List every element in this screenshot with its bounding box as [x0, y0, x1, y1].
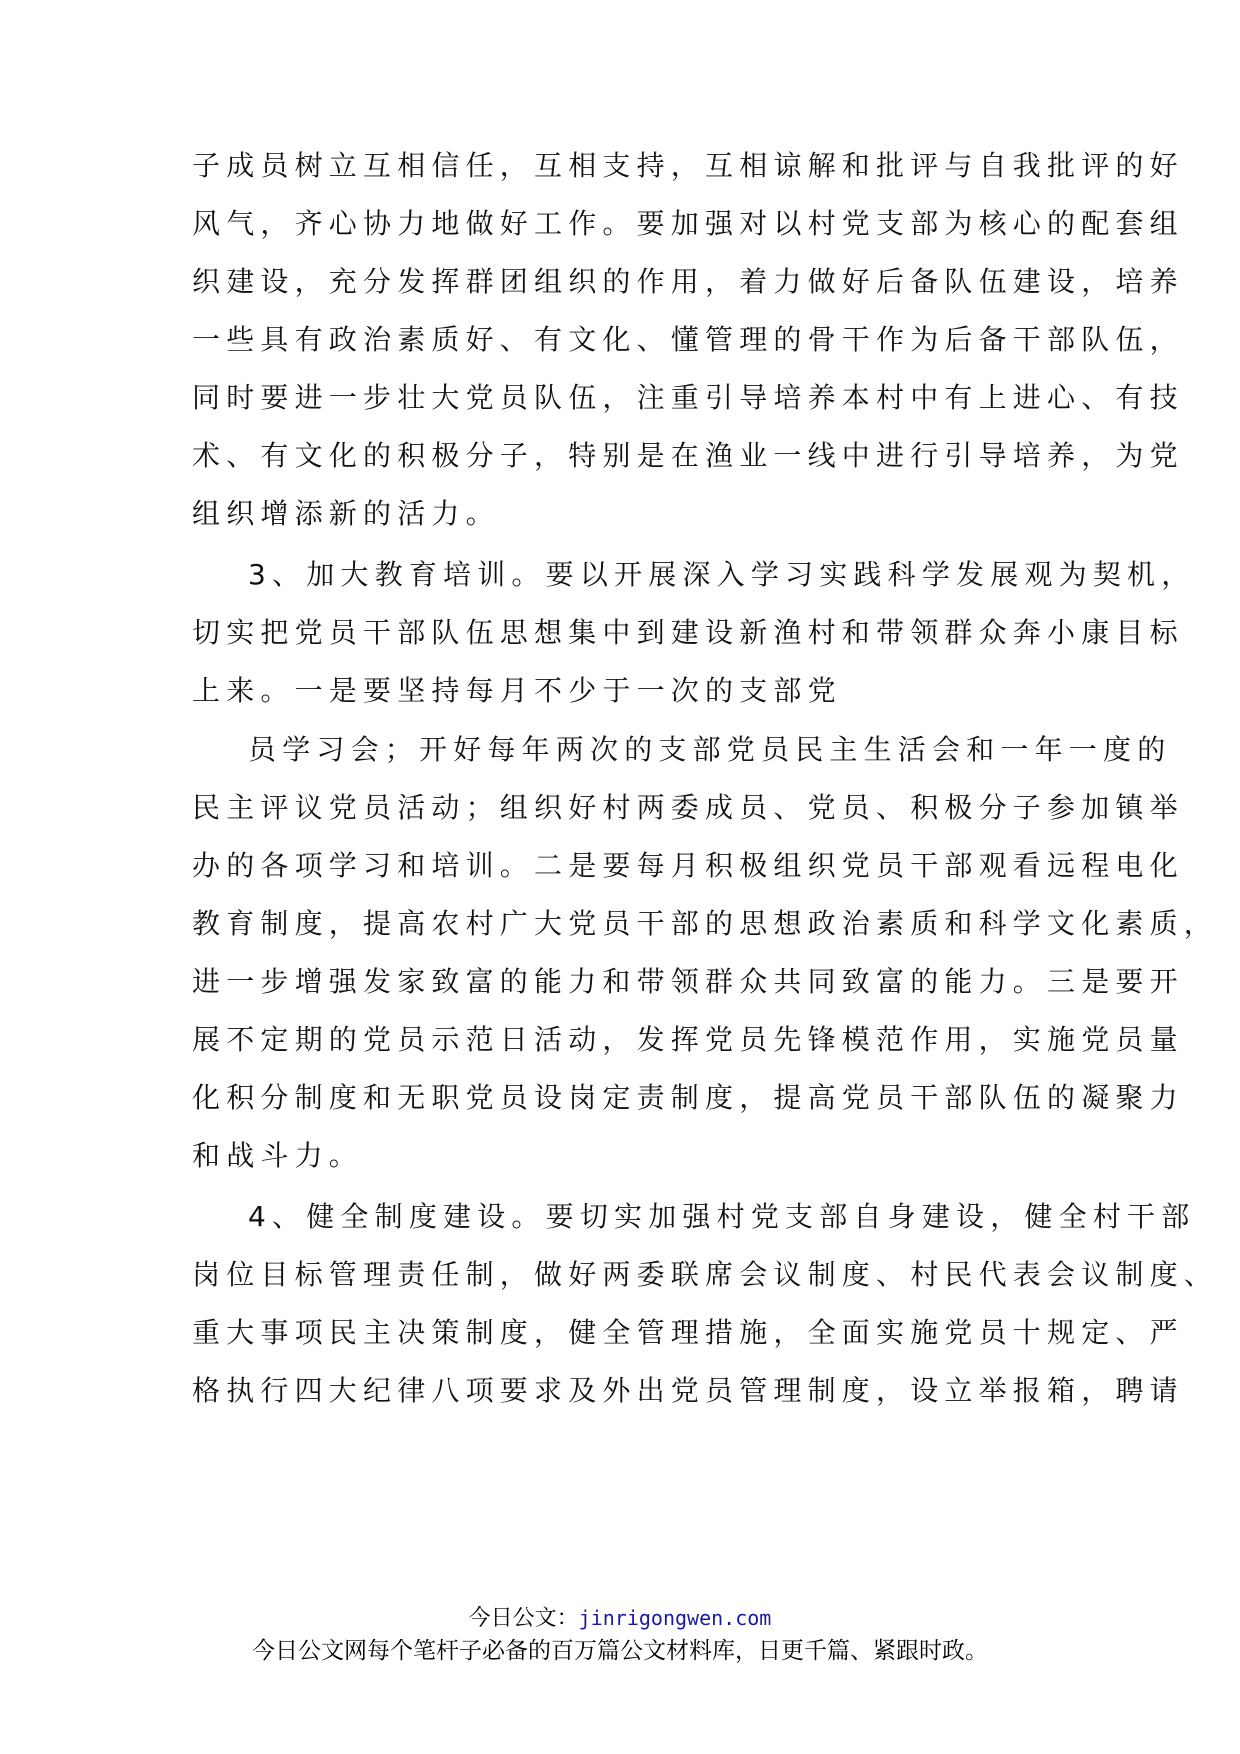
body-line-17: 化积分制度和无职党员设岗定责制度，提高党员干部队伍的凝聚力: [192, 1081, 1184, 1114]
body-line-13: 办的各项学习和培训。二是要每月积极组织党员干部观看远程电化: [192, 849, 1184, 882]
footer-site: [0, 1603, 1240, 1634]
body-line-14: 教育制度，提高农村广大党员干部的思想政治素质和科学文化素质，: [192, 907, 1219, 940]
footer-site-label: 今日公文：: [468, 1606, 579, 1631]
body-line-1: 子成员树立互相信任，互相支持，互相谅解和批评与自我批评的好: [192, 149, 1184, 182]
body-line-9: 切实把党员干部队伍思想集中到建设新渔村和带领群众奔小康目标: [192, 616, 1184, 649]
body-line-11: 员学习会；开好每年两次的支部党员民主生活会和一年一度的: [248, 733, 1172, 766]
body-line-18: 和战斗力。: [192, 1139, 364, 1172]
body-line-12: 民主评议党员活动；组织好村两委成员、党员、积极分子参加镇举: [192, 791, 1184, 824]
footer-slogan: 今日公文网每个笔杆子必备的百万篇公文材料库，日更千篇、紧跟时政。: [252, 1638, 988, 1664]
body-line-10: 上来。一是要坚持每月不少于一次的支部党: [192, 674, 842, 707]
body-line-21: 重大事项民主决策制度，健全管理措施，全面实施党员十规定、严: [192, 1316, 1184, 1349]
body-line-16: 展不定期的党员示范日活动，发挥党员先锋模范作用，实施党员量: [192, 1023, 1184, 1056]
body-line-7: 组织增添新的活力。: [192, 497, 500, 530]
body-line-4: 一些具有政治素质好、有文化、懂管理的骨干作为后备干部队伍，: [192, 323, 1184, 356]
body-line-5: 同时要进一步壮大党员队伍，注重引导培养本村中有上进心、有技: [192, 381, 1184, 414]
body-line-20: 岗位目标管理责任制，做好两委联席会议制度、村民代表会议制度、: [192, 1258, 1219, 1291]
body-line-15: 进一步增强发家致富的能力和带领群众共同致富的能力。三是要开: [192, 965, 1184, 998]
body-line-3: 织建设，充分发挥群团组织的作用，着力做好后备队伍建设，培养: [192, 265, 1184, 298]
body-line-19: 4、健全制度建设。要切实加强村党支部自身建设，健全村干部: [248, 1200, 1196, 1233]
body-line-6: 术、有文化的积极分子，特别是在渔业一线中进行引导培养，为党: [192, 439, 1184, 472]
body-line-2: 风气，齐心协力地做好工作。要加强对以村党支部为核心的配套组: [192, 207, 1184, 240]
body-line-22: 格执行四大纪律八项要求及外出党员管理制度，设立举报箱，聘请: [192, 1374, 1184, 1407]
footer-site-link[interactable]: jinrigongwen.com: [578, 1606, 772, 1630]
body-line-8: 3、加大教育培训。要以开展深入学习实践科学发展观为契机，: [248, 558, 1196, 591]
